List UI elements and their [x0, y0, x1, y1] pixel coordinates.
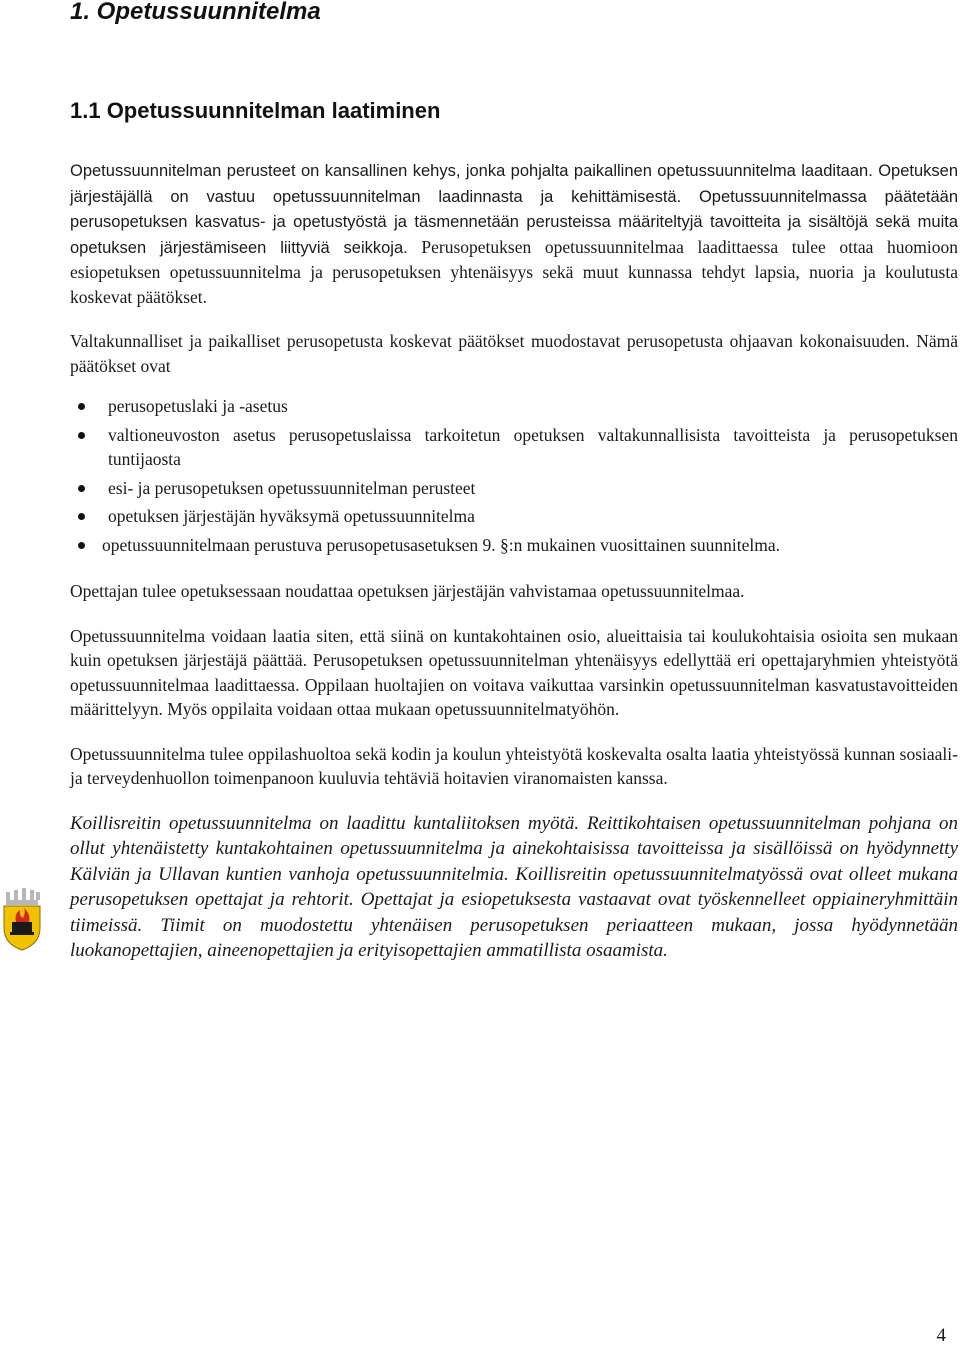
list-item — [70, 394, 958, 419]
list-item-text: opetussuunnitelmaan perustuva perusopetusasetuksen 9. §:n mukainen vuosittainen suunnitelma. — [102, 534, 780, 555]
intro-paragraph — [70, 158, 958, 309]
cooperation-paragraph: Opetussuunnitelma tulee oppilashuoltoa sekä kodin ja koulun yhteistyötä koskevalta osalta laatia yhteistyössä kunnan sosiaali- ja terveydenhuollon toimenpanoon kuuluvia tehtäviä hoitavien viranomaisten kanssa. — [70, 743, 958, 788]
decisions-list — [70, 394, 958, 557]
local-note-paragraph: Koillisreitin opetussuunnitelma on laadittu kuntaliitoksen myötä. Reittikohtaisen opetussuunnitelman pohjana on ollut yhtenäistetty kuntakohtainen opetussuunnitelma ja ainekohtaisissa tavoitteissa ja sisällöissä on hyödynnetty Kälviän ja Ullavan kuntien vanhoja opetussuunnitelmia. Koillisreitin opetussuunnitelmatyössä ovat olleet mukana perusopetuksen opettajat ja rehtorit. Opettajat ja esiopetuksesta vastaavat ovat työskennelleet oppiaineryhmittäin tiimeissä. Tiimit on muodostettu yhtenäisen perusopetuksen periaatteen mukaan, jossa hyödynnetään luokanopettajien, aineenopettajien ja erityisopettajien ammatillista osaamista. — [70, 812, 958, 961]
decisions-paragraph: Valtakunnalliset ja paikalliset perusopetusta koskevat päätökset muodostavat perusopetusta ohjaavan kokonaisuuden. Nämä päätökset ovat — [70, 331, 958, 376]
coat-of-arms-icon — [0, 888, 44, 952]
bullet-icon — [78, 403, 85, 410]
list-item — [70, 423, 958, 472]
page-number: 4 — [936, 1325, 946, 1346]
list-item-text: valtioneuvoston asetus perusopetuslaissa tarkoitetun opetuksen valtakunnallisista tavoitteista ja perusopetuksen tuntijaosta — [108, 424, 958, 469]
list-item-text: opetuksen järjestäjän hyväksymä opetussuunnitelma — [108, 506, 475, 526]
section-heading: 1.1 Opetussuunnitelman laatiminen — [70, 98, 441, 123]
structure-paragraph: Opetussuunnitelma voidaan laatia siten, että siinä on kuntakohtainen osio, alueittaisia tai koulukohtaisia osioita sen mukaan kuin opetuksen järjestäjä päättää. Perusopetuksen opetussuunnitelman yhtenäisyys edellyttää eri opettajaryhmien yhteistyötä opetussuunnitelmaa laadittaessa. Oppilaan huoltajien on voitava vaikuttaa varsinkin opetussuunnitelman kasvatustavoitteiden määrittelyyn. Myös oppilaita voidaan ottaa mukaan opetussuunnitelmatyöhön. — [70, 625, 958, 719]
teacher-paragraph: Opettajan tulee opetuksessaan noudattaa opetuksen järjestäjän vahvistamaa opetussuunnitelmaa. — [70, 581, 745, 601]
intro-paragraph-part2: Perusopetuksen opetussuunnitelmaa laadittaessa tulee ottaa huomioon esiopetuksen opetussuunnitelma ja perusopetuksen yhtenäisyys sekä muut kunnassa tehdyt lapsia, nuoria ja koulutusta koskevat päätökset. — [70, 236, 959, 307]
list-item-text: perusopetuslaki ja -asetus — [108, 396, 288, 416]
list-item — [70, 476, 958, 501]
list-item — [70, 504, 958, 529]
list-item-text: esi- ja perusopetuksen opetussuunnitelman perusteet — [108, 477, 476, 498]
bullet-icon — [78, 542, 85, 549]
bullet-icon — [78, 485, 85, 492]
page-title: 1. Opetussuunnitelma — [70, 0, 321, 25]
list-item — [70, 533, 958, 558]
bullet-icon — [78, 513, 85, 520]
bullet-icon — [78, 432, 85, 439]
intro-paragraph-part1: Opetussuunnitelman perusteet on kansallinen kehys, jonka pohjalta paikallinen opetussuunnitelma laaditaan. Opetuksen järjestäjällä on vastuu opetussuunnitelman laadinnasta ja kehittämisestä. Opetussuunnitelmassa päätetään perusopetuksen kasvatus- ja opetustyöstä ja täsmennetään perusteissa määriteltyjä tavoitteita ja sisältöjä sekä muita opetuksen järjestämiseen liittyviä seikkoja. — [70, 162, 958, 257]
document-body — [70, 158, 958, 984]
